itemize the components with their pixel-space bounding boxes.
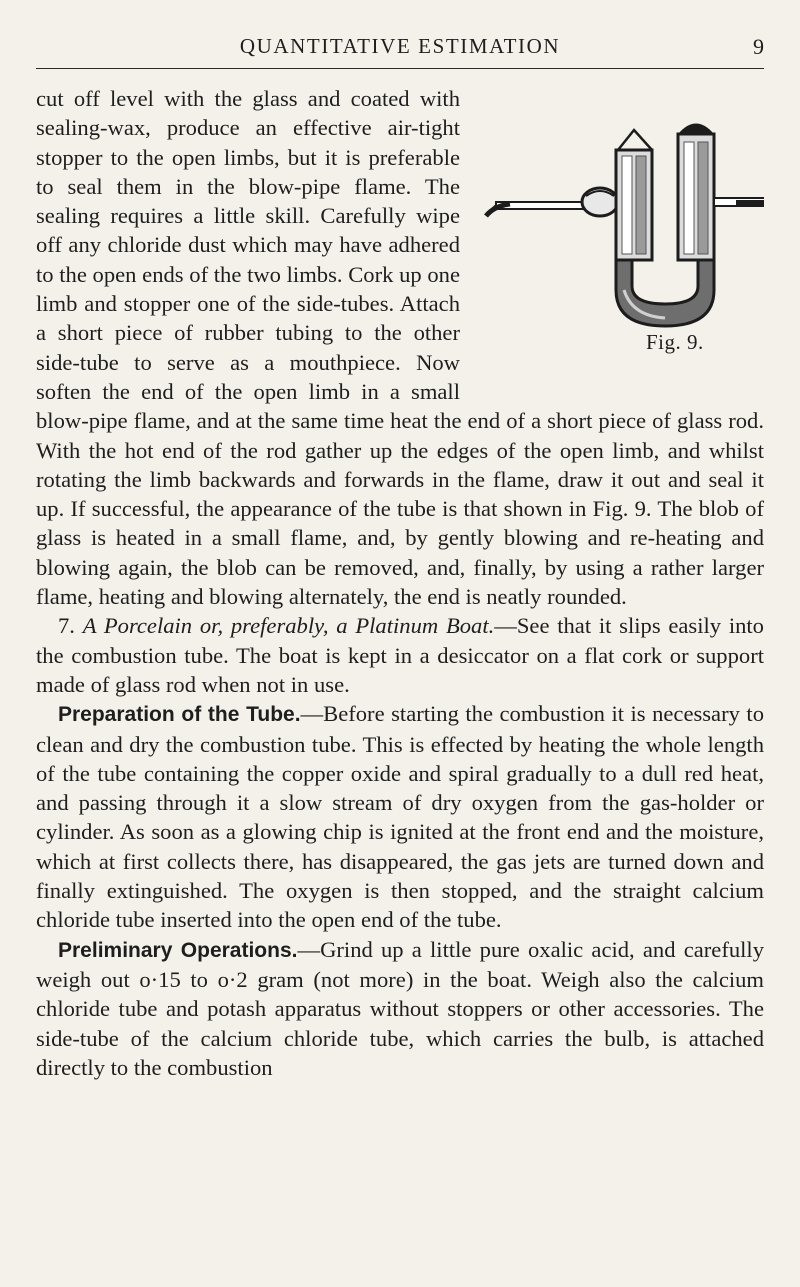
paragraph-boat	[36, 611, 764, 699]
page-header	[36, 34, 764, 74]
figure-u-tube	[474, 90, 764, 386]
u-tube-illustration	[474, 90, 764, 330]
section-heading-preparation: Preparation of the Tube.	[58, 703, 301, 727]
paragraph-preliminary	[36, 935, 764, 1082]
figure-caption: Fig. 9.	[646, 330, 704, 354]
page-number: 9	[753, 34, 764, 59]
section-body-preparation: —Before starting the combustion it is necessary to clean and dry the combustion tube. This is effected by heating the whole length of the tube containing the copper oxide and spiral gradually to a dull red heat, and passing through it a slow stream of dry oxygen from the gas-holder or cylinder. As soon as a glowing chip is ignited at the front end and the moisture, which at first collects there, has disappeared, the gas jets are turned down and finally extinguished. The oxygen is then stopped, and the straight calcium chloride tube inserted into the open end of the tube.	[36, 701, 764, 933]
paragraph-sealing: cut off level with the glass and coated with sealing-wax, produce an effective air-tight stopper to the open limbs, but it is preferable to seal them in the blow-pipe flame. The sealing requires a little skill. Carefully wipe off any chloride dust which may have adhered to the open ends of the two limbs. Cork up one limb and stopper one of the side-tubes. Attach a short piece of rubber tubing to the other side-tube to serve as a mouthpiece. Now soften the end of the open limb in a small blow-pipe flame, and at the same time heat the end of a short piece of glass rod. With the hot end of the rod gather up the edges of the open limb, and whilst rotating the limb backwards and forwards in the flame, draw it out and seal it up. If successful, the appearance of the tube is that shown in Fig. 9. The blob of glass is heated in a small flame, and, by gently blowing and re-heating and blowing again, the blob can be removed, and, finally, by using a rather larger flame, heating and blowing alternately, the end is neatly rounded.	[36, 86, 764, 610]
item-number: 7.	[58, 613, 83, 639]
section-heading-preliminary: Preliminary Operations.	[58, 938, 298, 962]
running-head: QUANTITATIVE ESTIMATION	[239, 34, 561, 58]
body-text	[36, 84, 764, 1082]
paragraph-preparation	[36, 699, 764, 934]
section-body-preliminary: —Grind up a little pure oxalic acid, and carefully weigh out o·15 to o·2 gram (not more) in the boat. Weigh also the calcium chloride tube and potash apparatus without stoppers or other accessories. The side-tube of the calcium chloride tube, which carries the bulb, is attached directly to the combustion	[36, 936, 765, 1080]
item-body: —See that it slips easily into the combustion tube. The boat is kept in a desiccator on a flat cork or support made of glass rod when not in use.	[36, 613, 764, 697]
item-title: A Porcelain or, preferably, a Platinum Boat.	[82, 613, 495, 639]
header-rule	[36, 68, 764, 69]
